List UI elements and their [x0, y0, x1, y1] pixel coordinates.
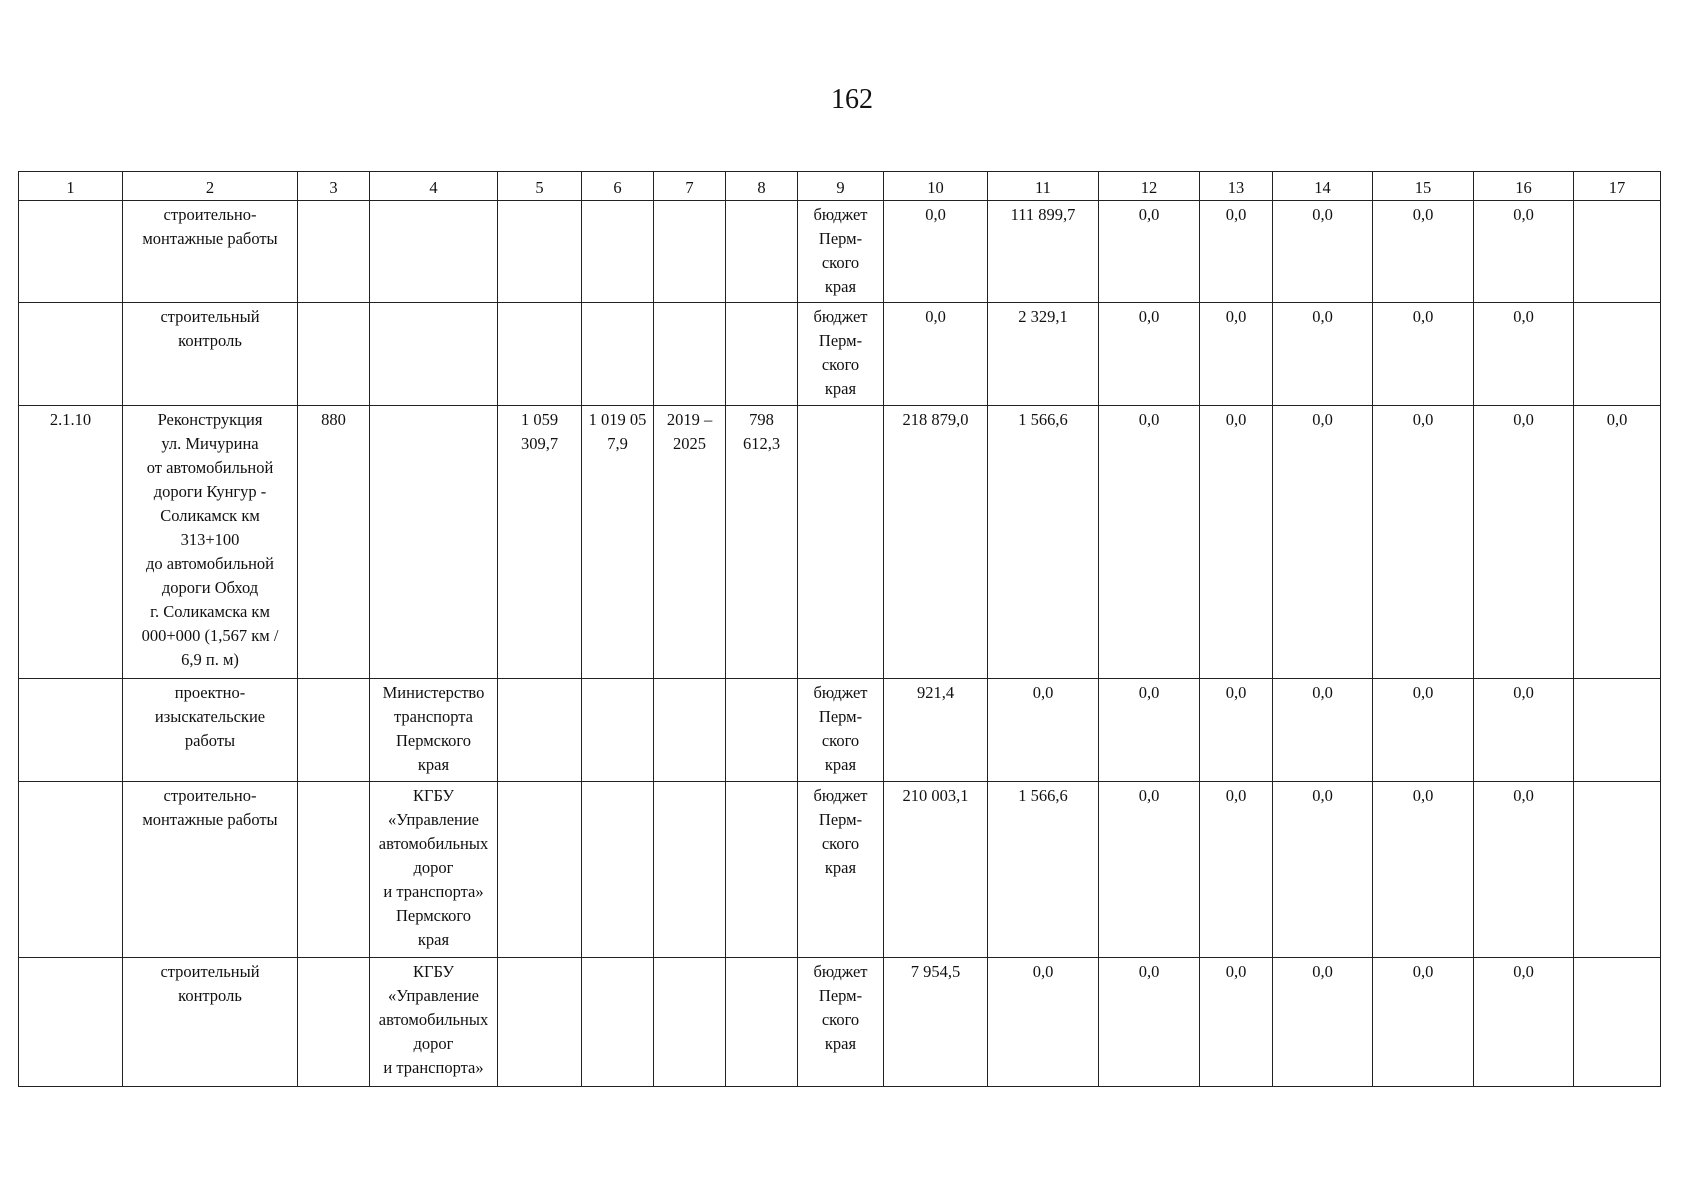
table-cell [988, 406, 1099, 679]
table-cell [1574, 303, 1661, 406]
table-cell [1200, 303, 1273, 406]
table-cell [123, 303, 298, 406]
cell-text: 798 612,3 [742, 410, 781, 453]
column-header: 15 [1373, 172, 1474, 201]
table-cell [798, 679, 884, 782]
cell-text: бюджет Перм- ского края [813, 307, 868, 398]
table-cell [123, 958, 298, 1087]
table-row [19, 303, 1661, 406]
cell-text: 0,0 [1032, 962, 1054, 981]
budget-table [18, 171, 1661, 1087]
table-cell [1200, 958, 1273, 1087]
table-cell [1273, 201, 1373, 303]
table-cell [1474, 406, 1574, 679]
table-cell [1373, 201, 1474, 303]
table-cell [726, 679, 798, 782]
table-cell [370, 679, 498, 782]
table-cell [1273, 958, 1373, 1087]
column-header: 7 [654, 172, 726, 201]
table-cell [988, 958, 1099, 1087]
table-cell [1574, 406, 1661, 679]
header-row [19, 172, 1661, 201]
cell-text: бюджет Перм- ского края [813, 786, 868, 877]
table-cell [298, 679, 370, 782]
cell-text: 2 329,1 [1018, 307, 1068, 326]
table-cell [498, 406, 582, 679]
cell-text: 0,0 [925, 307, 946, 326]
table-cell [582, 679, 654, 782]
cell-text: 0,0 [1412, 786, 1434, 805]
table-cell [1273, 782, 1373, 958]
table-cell [498, 782, 582, 958]
cell-text: бюджет Перм- ского края [813, 205, 868, 296]
table-cell [1373, 958, 1474, 1087]
table-cell [19, 958, 123, 1087]
table-row [19, 201, 1661, 303]
cell-text: 1 566,6 [1018, 410, 1068, 429]
cell-text: 0,0 [1032, 683, 1054, 702]
column-header: 12 [1099, 172, 1200, 201]
table-cell [726, 406, 798, 679]
cell-text: 0,0 [1225, 410, 1247, 429]
column-header: 8 [726, 172, 798, 201]
cell-text: 0,0 [1225, 962, 1247, 981]
cell-text: 0,0 [925, 205, 946, 224]
table-cell [654, 782, 726, 958]
cell-text: 0,0 [1312, 410, 1333, 429]
table-cell [884, 303, 988, 406]
cell-text: 1 019 05 7,9 [588, 410, 647, 453]
cell-text: 880 [321, 410, 346, 429]
table-cell [1373, 782, 1474, 958]
table-cell [1200, 201, 1273, 303]
table-cell [19, 303, 123, 406]
table-cell [1273, 406, 1373, 679]
table-cell [988, 782, 1099, 958]
cell-text: 0,0 [1513, 786, 1534, 805]
table-row [19, 958, 1661, 1087]
table-cell [370, 201, 498, 303]
table-cell [1574, 782, 1661, 958]
table-cell [884, 782, 988, 958]
column-header: 10 [884, 172, 988, 201]
table-cell [123, 406, 298, 679]
table-cell [1373, 406, 1474, 679]
cell-text: 0,0 [1412, 307, 1434, 326]
cell-text: бюджет Перм- ского края [813, 962, 868, 1053]
column-header: 13 [1200, 172, 1273, 201]
table-cell [1099, 679, 1200, 782]
cell-text: 0,0 [1138, 205, 1160, 224]
table-cell [1574, 958, 1661, 1087]
table-cell [582, 201, 654, 303]
table-cell [654, 406, 726, 679]
cell-text: 0,0 [1513, 962, 1534, 981]
cell-text: 0,0 [1312, 786, 1333, 805]
table-cell [498, 958, 582, 1087]
table-cell [884, 679, 988, 782]
column-header: 16 [1474, 172, 1574, 201]
table-cell [1099, 782, 1200, 958]
cell-text: 0,0 [1513, 683, 1534, 702]
cell-text: строительный контроль [160, 962, 260, 1005]
table-cell [654, 679, 726, 782]
column-header: 4 [370, 172, 498, 201]
cell-text: 0,0 [1138, 786, 1160, 805]
page-number: 162 [831, 84, 873, 115]
column-header: 11 [988, 172, 1099, 201]
table-cell [798, 406, 884, 679]
cell-text: 0,0 [1138, 410, 1160, 429]
cell-text: 0,0 [1225, 205, 1247, 224]
table-cell [123, 782, 298, 958]
column-header: 1 [19, 172, 123, 201]
table-cell [19, 406, 123, 679]
table-cell [1373, 303, 1474, 406]
table-cell [1574, 679, 1661, 782]
table-cell [298, 201, 370, 303]
table-cell [298, 958, 370, 1087]
table-cell [1099, 201, 1200, 303]
table-cell [370, 406, 498, 679]
column-header: 5 [498, 172, 582, 201]
cell-text: 111 899,7 [1010, 205, 1076, 224]
table-cell [498, 303, 582, 406]
table-cell [298, 782, 370, 958]
table-row [19, 406, 1661, 679]
table-cell [1099, 406, 1200, 679]
cell-text: 0,0 [1138, 683, 1160, 702]
cell-text: 921,4 [916, 683, 955, 702]
cell-text: 0,0 [1138, 307, 1160, 326]
table-cell [988, 303, 1099, 406]
table-cell [726, 303, 798, 406]
table-cell [798, 201, 884, 303]
table-cell [1273, 679, 1373, 782]
cell-text: 218 879,0 [902, 410, 969, 429]
table-cell [1474, 679, 1574, 782]
cell-text: 0,0 [1312, 962, 1333, 981]
table-cell [1474, 201, 1574, 303]
cell-text: 0,0 [1513, 410, 1534, 429]
table-cell [1474, 303, 1574, 406]
cell-text: 0,0 [1225, 307, 1247, 326]
table-cell [498, 679, 582, 782]
cell-text: бюджет Перм- ского края [813, 683, 868, 774]
cell-text: 1 059 309,7 [520, 410, 559, 453]
table-cell [654, 303, 726, 406]
table-cell [726, 782, 798, 958]
table-cell [582, 303, 654, 406]
table-cell [726, 958, 798, 1087]
cell-text: 0,0 [1312, 205, 1333, 224]
cell-text: 210 003,1 [902, 786, 969, 805]
table-cell [1099, 303, 1200, 406]
cell-text: 1 566,6 [1018, 786, 1068, 805]
cell-text: 0,0 [1225, 786, 1247, 805]
cell-text: 0,0 [1312, 307, 1333, 326]
cell-text: 0,0 [1412, 683, 1434, 702]
table-cell [798, 303, 884, 406]
table-cell [798, 782, 884, 958]
cell-text: 0,0 [1138, 962, 1160, 981]
cell-text: строительно- монтажные работы [142, 786, 278, 829]
cell-text: строительно- монтажные работы [142, 205, 278, 248]
table-cell [988, 679, 1099, 782]
column-header: 2 [123, 172, 298, 201]
cell-text: 2.1.10 [49, 410, 92, 429]
cell-text: 0,0 [1312, 683, 1333, 702]
cell-text: 0,0 [1513, 205, 1534, 224]
table-cell [1200, 679, 1273, 782]
table-row [19, 679, 1661, 782]
column-header: 6 [582, 172, 654, 201]
cell-text: КГБУ «Управление автомобильных дорог и транспорта» Пермского края [378, 786, 489, 949]
cell-text: строительный контроль [160, 307, 260, 350]
cell-text: 7 954,5 [910, 962, 961, 981]
table-cell [123, 679, 298, 782]
table-cell [19, 782, 123, 958]
table-cell [798, 958, 884, 1087]
table-cell [582, 782, 654, 958]
cell-text: 0,0 [1412, 962, 1434, 981]
table-cell [1574, 201, 1661, 303]
table-cell [654, 958, 726, 1087]
table-cell [298, 406, 370, 679]
cell-text: проектно- изыскательские работы [154, 683, 266, 750]
table-cell [298, 303, 370, 406]
table-cell [1474, 958, 1574, 1087]
table-cell [726, 201, 798, 303]
table-cell [884, 406, 988, 679]
table-cell [1200, 782, 1273, 958]
table-cell [654, 201, 726, 303]
cell-text: 0,0 [1412, 205, 1434, 224]
cell-text: 0,0 [1606, 410, 1628, 429]
column-header: 3 [298, 172, 370, 201]
table-cell [370, 958, 498, 1087]
table-body [19, 172, 1661, 1087]
table-cell [582, 406, 654, 679]
table-cell [1373, 679, 1474, 782]
cell-text: Министерство транспорта Пермского края [382, 683, 485, 774]
table-cell [1099, 958, 1200, 1087]
table-cell [370, 303, 498, 406]
table-cell [1273, 303, 1373, 406]
cell-text: 0,0 [1513, 307, 1534, 326]
cell-text: 2019 – 2025 [666, 410, 713, 453]
table-cell [582, 958, 654, 1087]
cell-text: Реконструкция ул. Мичурина от автомобильной дороги Кунгур - Соликамск км 313+100 до автомобильной дороги Обход г. Соликамска км 000+000 (1,567 км / 6,9 п. м) [141, 410, 279, 669]
cell-text: 0,0 [1412, 410, 1434, 429]
table-cell [498, 201, 582, 303]
column-header: 9 [798, 172, 884, 201]
table-cell [988, 201, 1099, 303]
table-cell [19, 201, 123, 303]
table-cell [884, 958, 988, 1087]
table-cell [1474, 782, 1574, 958]
column-header: 17 [1574, 172, 1661, 201]
cell-text: 0,0 [1225, 683, 1247, 702]
column-header: 14 [1273, 172, 1373, 201]
table-cell [884, 201, 988, 303]
table-cell [1200, 406, 1273, 679]
cell-text: КГБУ «Управление автомобильных дорог и транспорта» [378, 962, 489, 1077]
table-cell [123, 201, 298, 303]
table-cell [370, 782, 498, 958]
table-cell [19, 679, 123, 782]
table-row [19, 782, 1661, 958]
